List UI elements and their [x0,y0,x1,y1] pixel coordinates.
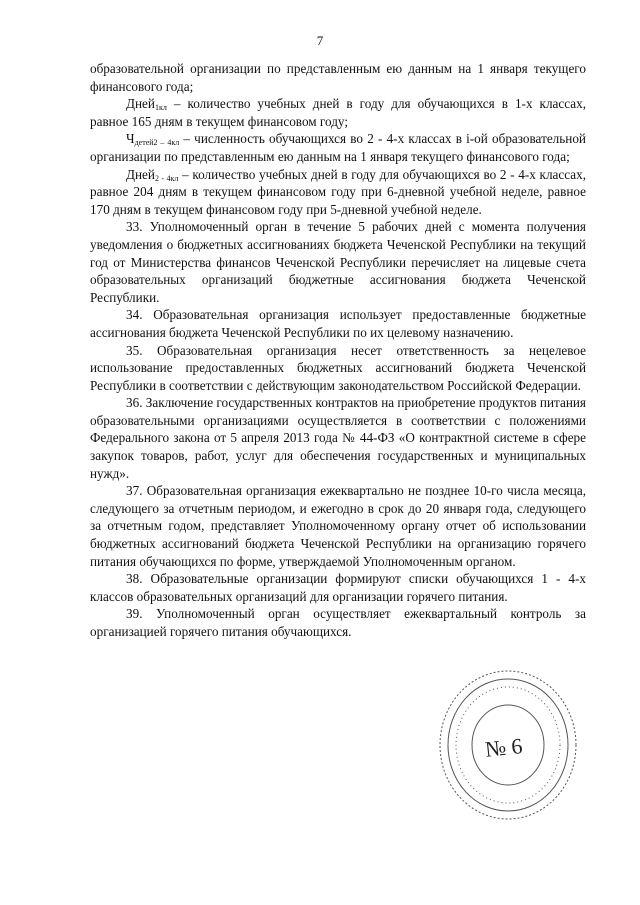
paragraph-34: 34. Образовательная организация использует предоставленные бюджетные ассигнования бюджета Чеченской Республики по их целевому назначению. [90,307,586,340]
variable-subscript: 2 - 4кл [154,173,179,183]
variable-definition: – количество учебных дней в году для обучающихся во 2 - 4-х классах, равное 204 дням в текущем финансовом году при 6-дневной учебной неделе, равное 170 дням в текущем финансовом году при 5-дневной учебной неделе. [90,166,586,217]
paragraph-39: 39. Уполномоченный орган осуществляет ежеквартальный контроль за организацией горячего питания обучающихся. [90,606,586,639]
seal-number: № 6 [483,733,524,762]
paragraph-continuation: образовательной организации по представленным ею данным на 1 января текущего финансового года; [90,61,586,94]
paragraph-days-1st-grade [90,95,586,130]
paragraph-37: 37. Образовательная организация ежеквартально не позднее 10-го числа месяца, следующего за отчетным периодом, и ежегодно в срок до 20 января года, следующего за отчетным годом, представляет Уполномоченному органу отчет об использовании бюджетных ассигнований бюджета Чеченской Республики на организацию горячего питания обучающихся по форме, утверждаемой Уполномоченным органом. [90,483,586,569]
variable-name: Дней [126,96,155,112]
paragraph-33: 33. Уполномоченный орган в течение 5 рабочих дней с момента получения уведомления о бюджетных ассигнованиях бюджета Чеченской Республики на текущий год от Министерства финансов Чеченской Республики перечисляет на лицевые счета образовательных организаций бюджетные ассигнования бюджета Чеченской Республики. [90,219,586,305]
paragraph-days-2-4-grade [90,166,586,219]
paragraph-count-2-4-grade [90,130,586,165]
page-number: 7 [316,33,324,48]
variable-definition: – количество учебных дней в году для обучающихся в 1-х классах, равное 165 дням в текущем финансовом году; [90,96,586,129]
paragraph-35: 35. Образовательная организация несет ответственность за нецелевое использование предоставленных бюджетных ассигнований бюджета Чеченской Республики в соответствии с действующим законодательством Российской Федерации. [90,342,586,393]
paragraph-36: 36. Заключение государственных контрактов на приобретение продуктов питания образовательными организациями осуществляется в соответствии с положениями Федерального закона от 5 апреля 2013 года № 44-ФЗ «О контрактной системе в сфере закупок товаров, работ, услуг для обеспечения государственных и муниципальных нужд». [90,395,586,481]
paragraph-38: 38. Образовательные организации формируют списки обучающихся 1 - 4-х классов образовательных организаций для организации горячего питания. [90,571,586,604]
variable-name: Дней [126,166,155,182]
variable-subscript: 1кл [154,103,167,113]
variable-name: Ч [126,131,135,147]
variable-subscript: детей2 – 4кл [134,138,180,148]
document-body [90,60,586,641]
variable-definition: – численность обучающихся во 2 - 4-х классах в i-ой образовательной организации по представленным ею данным на 1 января текущего финансового года; [90,131,586,164]
